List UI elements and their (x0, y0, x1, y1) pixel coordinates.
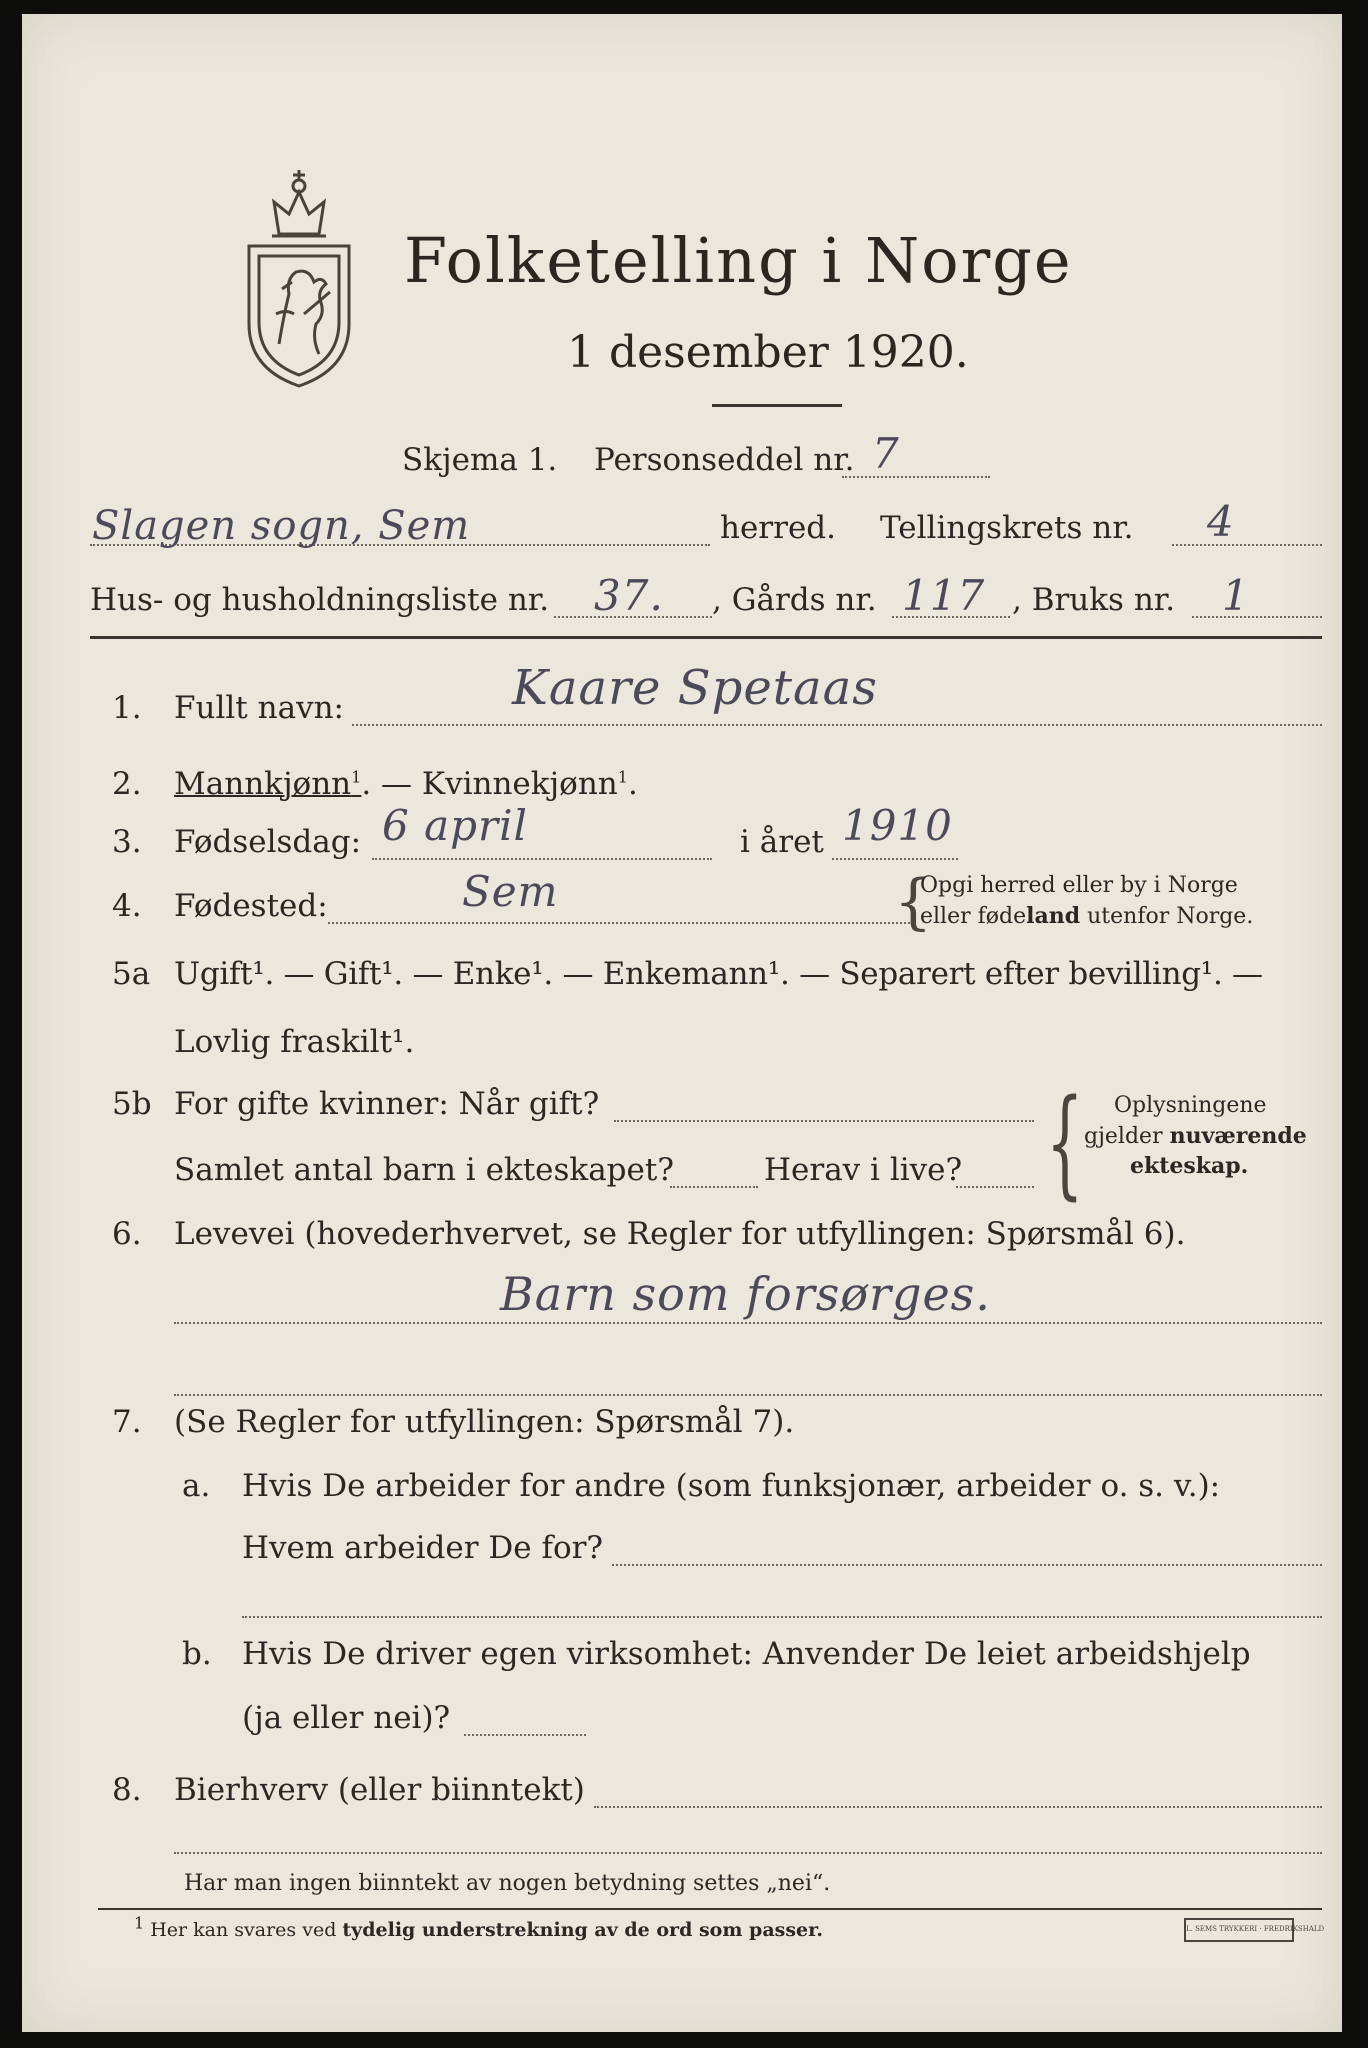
q4-note-line2: eller fødeland utenfor Norge. (920, 903, 1254, 929)
q3-value: 6 april (382, 801, 528, 850)
q5b-number: 5b (112, 1086, 152, 1122)
footnote: $^1$ Her kan svares ved tydelig understrekning av de ord som passer. (134, 1913, 824, 1941)
hus-value: 37. (594, 571, 664, 620)
herred-label: herred. (720, 510, 836, 546)
printer-stamp: L. SEMS TRYKKERI · FREDRIKSHALD (1184, 1918, 1294, 1942)
q4-note-line1: Opgi herred eller by i Norge (920, 873, 1238, 898)
q7-number: 7. (112, 1404, 142, 1440)
q6-value: Barn som forsørges. (500, 1267, 991, 1321)
norway-coat-of-arms-icon (234, 164, 364, 394)
q8-label: Bierhverv (eller biinntekt) (174, 1772, 585, 1808)
q2-options: Mannkjønn$^1$. — Kvinnekjønn$^1$. (174, 766, 638, 802)
gards-label: , Gårds nr. (712, 582, 877, 618)
title-divider (712, 404, 842, 407)
q6-line1 (174, 1322, 1322, 1324)
q7a-letter: a. (182, 1468, 211, 1504)
q4-line (328, 922, 910, 924)
gards-value: 117 (902, 571, 986, 620)
q2-female: Kvinnekjønn (421, 766, 618, 802)
q2-number: 2. (112, 766, 142, 802)
q3-year-label: i året (740, 824, 824, 860)
q1-number: 1. (112, 690, 142, 726)
q1-value: Kaare Spetaas (512, 660, 878, 716)
q8-line2 (174, 1852, 1322, 1854)
header-divider (90, 636, 1322, 639)
hus-label: Hus- og husholdningsliste nr. (90, 582, 550, 618)
personseddel-label: Personseddel nr. (594, 442, 855, 478)
q3-line (372, 858, 712, 860)
bruks-label: , Bruks nr. (1012, 582, 1176, 618)
personseddel-value: 7 (872, 429, 900, 478)
q3-label: Fødselsdag: (174, 824, 362, 860)
q1-line (352, 724, 1322, 726)
tellingskrets-line (1172, 544, 1322, 546)
bruks-value: 1 (1222, 571, 1250, 620)
q5b-brace: { (1046, 1073, 1084, 1211)
form-title: Folketelling i Norge (404, 224, 1073, 297)
tellingskrets-value: 4 (1207, 497, 1235, 546)
bruks-line (1192, 616, 1322, 618)
q4-brace: { (894, 867, 933, 937)
q7a-line2 (242, 1616, 1322, 1618)
q7a-text: Hvis De arbeider for andre (som funksjonær, arbeider o. s. v.): (242, 1468, 1221, 1504)
schema-label: Skjema 1. (402, 442, 558, 478)
census-date: 1 desember 1920. (567, 327, 969, 378)
q5b-alive-line (956, 1186, 1034, 1188)
q7-label: (Se Regler for utfyllingen: Spørsmål 7). (174, 1404, 795, 1440)
q5b-note1: Oplysningene (1114, 1093, 1267, 1118)
q2-male: Mannkjønn$^1$ (174, 766, 362, 802)
q7b-text2: (ja eller nei)? (242, 1700, 451, 1736)
q3-year-value: 1910 (842, 801, 953, 850)
q7a-text2: Hvem arbeider De for? (242, 1530, 604, 1566)
tellingskrets-label: Tellingskrets nr. (880, 510, 1134, 546)
q3-number: 3. (112, 824, 142, 860)
q7b-line (464, 1734, 586, 1736)
footer-divider (98, 1908, 1322, 1910)
q5a-options: Ugift¹. — Gift¹. — Enke¹. — Enkemann¹. — Separert efter bevilling¹. — (174, 956, 1263, 992)
q8-number: 8. (112, 1772, 142, 1808)
q1-label: Fullt navn: (174, 690, 344, 726)
q8-line (594, 1806, 1322, 1808)
q5b-children-line (670, 1186, 758, 1188)
q4-value: Sem (462, 867, 559, 916)
q5b-note3: ekteskap. (1130, 1153, 1249, 1179)
q5b-alive-label: Herav i live? (764, 1152, 963, 1188)
q5a-options-cont: Lovlig fraskilt¹. (174, 1024, 415, 1060)
q7b-text: Hvis De driver egen virksomhet: Anvender De leiet arbeidshjelp (242, 1636, 1251, 1672)
q5b-note2: gjelder nuværende (1084, 1123, 1307, 1149)
q5b-married-line (614, 1120, 1034, 1122)
q4-number: 4. (112, 888, 142, 924)
q8-note: Har man ingen biinntekt av nogen betydning settes „nei“. (184, 1871, 831, 1896)
q5b-line1: For gifte kvinner: Når gift? (174, 1086, 600, 1122)
q7b-letter: b. (182, 1636, 212, 1672)
q5b-children-label: Samlet antal barn i ekteskapet? (174, 1152, 674, 1188)
q4-label: Fødested: (174, 888, 328, 924)
q3-year-line (832, 858, 958, 860)
q7a-line1 (612, 1564, 1322, 1566)
q6-line2 (174, 1394, 1322, 1396)
personseddel-line (842, 476, 990, 478)
census-form (22, 14, 1342, 2032)
q6-label: Levevei (hovederhvervet, se Regler for utfyllingen: Spørsmål 6). (174, 1216, 1186, 1252)
q6-number: 6. (112, 1216, 142, 1252)
herred-value: Slagen sogn, Sem (92, 503, 471, 549)
q5a-number: 5a (112, 956, 151, 992)
